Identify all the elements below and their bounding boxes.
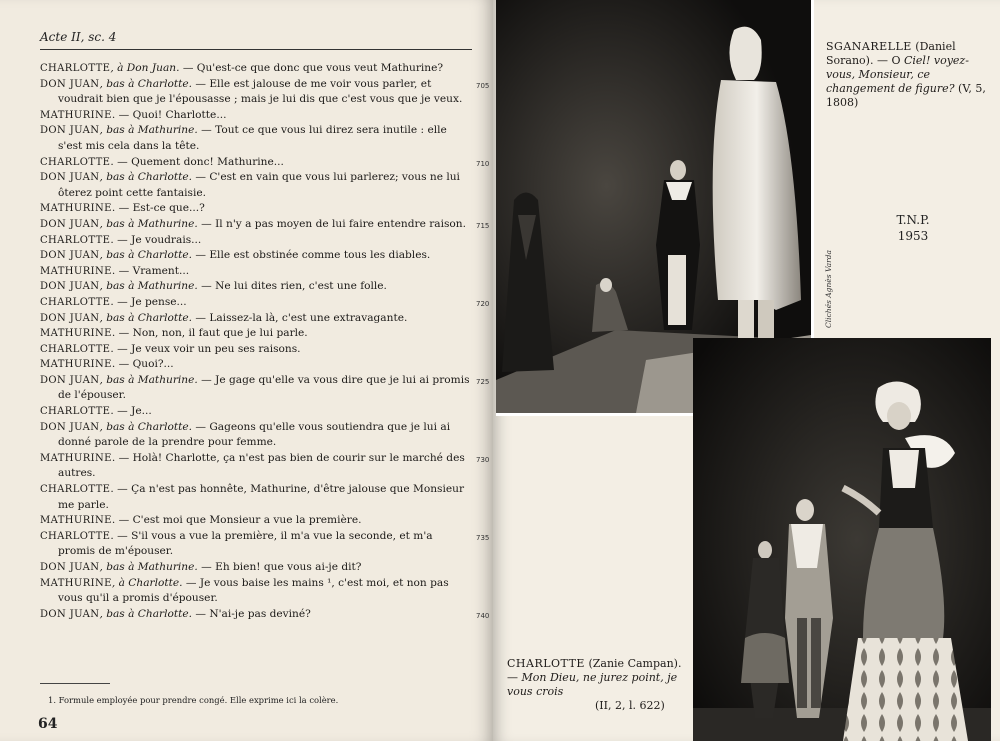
speech-line (40, 233, 472, 249)
speaker-name: MATHURINE (40, 515, 112, 527)
speech-text: . — Non, non, il faut que je lui parle. (111, 327, 308, 340)
speaker-name: DON JUAN (40, 172, 100, 184)
stage-direction: , bas à Charlotte. (99, 311, 192, 324)
speech-line: MATHURINE. — Holà! Charlotte, ça n'est pas bien de courir sur le marché des autres. 730 (40, 451, 490, 480)
stage-direction: , bas à Charlotte. (99, 171, 192, 184)
speaker-name: MATHURINE (40, 265, 112, 277)
speaker-name: MATHURINE (40, 577, 112, 589)
stage-direction: , bas à Charlotte. (99, 607, 192, 620)
speech-line: CHARLOTTE. — Je pense... 720 (40, 295, 490, 308)
photo-credit (814, 238, 833, 338)
caption-bottom-quote: Mon Dieu, ne jurez point, je vous crois (507, 671, 678, 698)
speech-text: . — Je voudrais... (110, 233, 202, 246)
speaker-name: DON JUAN (40, 281, 100, 293)
speech-line: CHARLOTTE. — S'il vous a vue la première, il m'a vue la seconde, et m'a promis de m'épouser. 735 (40, 529, 490, 558)
speech-text: . — Je... (110, 405, 152, 418)
caption-bottom-actor: (Zanie Campan). — (507, 657, 682, 684)
speaker-name: MATHURINE (40, 452, 112, 464)
speaker-name: CHARLOTTE (40, 530, 111, 542)
tnp-year: 1953 (897, 229, 929, 243)
caption-bottom-ref: (II, 2, l. 622) (595, 699, 665, 712)
caption-sganarelle (826, 40, 986, 110)
speaker-name: CHARLOTTE (40, 63, 111, 74)
speech-line (40, 513, 472, 529)
speech-line (40, 404, 472, 420)
speech-text: — Tout ce que vous lui direz sera inutile : elle s'est mis cela dans la tête. (58, 124, 447, 152)
speaker-name: CHARLOTTE (40, 406, 111, 418)
speaker-name: CHARLOTTE (40, 343, 111, 355)
speech-text: . — Quement donc! Mathurine... (110, 155, 284, 168)
caption-bottom-name: CHARLOTTE (507, 657, 585, 670)
speech-text: — Ne lui dites rien, c'est une folle. (197, 280, 387, 293)
speech-text: . — C'est moi que Monsieur a vue la première. (111, 514, 362, 527)
speech-line (40, 248, 472, 264)
speaker-name: DON JUAN (40, 218, 100, 230)
tnp-title: T.N.P. (896, 213, 930, 227)
stage-direction: , bas à Charlotte. (99, 249, 192, 262)
speaker-name: MATHURINE (40, 328, 112, 340)
speech-text: . — Est-ce que...? (111, 202, 205, 215)
speech-line: DON JUAN, bas à Charlotte. — N'ai-je pas deviné? 740 (40, 607, 490, 620)
speech-line (40, 170, 472, 201)
speech-line (40, 279, 472, 295)
stage-direction: , bas à Mathurine. (99, 124, 198, 137)
speech-line (40, 357, 472, 373)
speech-text: — Gageons qu'elle vous soutiendra que je lui ai donné parole de la prendre pour femme. (58, 420, 451, 449)
photo-credit-text: Clichés Agnès Varda (824, 249, 833, 328)
right-page (493, 0, 1000, 741)
speech-text: . — S'il vous a vue la première, il m'a vue la seconde, et m'a promis de m'épouser. (58, 529, 433, 558)
speech-line (40, 108, 472, 124)
caption-top-name: SGANARELLE (826, 40, 912, 53)
speaker-name: DON JUAN (40, 421, 100, 433)
speech-text: . — Vrament... (111, 264, 190, 277)
caption-charlotte (507, 657, 685, 713)
dialogue-text (40, 61, 490, 622)
speaker-name: DON JUAN (40, 562, 100, 573)
speech-line (40, 560, 472, 576)
speech-text: . — Je pense... (110, 295, 187, 308)
speech-line (40, 420, 472, 451)
stage-direction: , bas à Mathurine. (99, 373, 198, 386)
running-head: Acte II, sc. 4 (40, 30, 117, 44)
left-page (0, 0, 493, 741)
stage-direction: , bas à Charlotte. (99, 420, 192, 433)
caption-top-actor: (Daniel Sorano). — O (826, 40, 956, 67)
stage-direction: , à Don Juan. (110, 62, 180, 74)
speaker-name: CHARLOTTE (40, 156, 111, 168)
stage-direction: , bas à Mathurine. (99, 280, 198, 293)
speech-text: — Elle est obstinée comme tous les diables. (192, 249, 431, 262)
speech-line (40, 326, 472, 342)
speaker-name: MATHURINE (40, 203, 112, 215)
speech-text: — Qu'est-ce que donc que vous veut Mathurine? (179, 62, 444, 74)
speech-text: . — Quoi?... (111, 358, 174, 371)
speech-text: — Je vous baise les mains ¹, c'est moi, et non pas vous qu'il a promis d'épouser. (58, 576, 449, 605)
speech-text: — Je gage qu'elle va vous dire que je lui ai promis de l'épouser. (58, 373, 470, 402)
speaker-name: DON JUAN (40, 78, 100, 90)
speaker-name: CHARLOTTE (40, 296, 111, 308)
speech-text: — Elle est jalouse de me voir vous parler, et voudrait bien que je l'épousasse ; mais je lui dis que c'est vous que je veux. (58, 77, 463, 106)
caption-top-ref: (V, 5, 1808) (826, 82, 986, 109)
speech-line (40, 123, 472, 154)
footnote-rule (40, 683, 110, 684)
speech-line (40, 201, 472, 217)
speech-text: — Eh bien! que vous ai-je dit? (197, 561, 362, 573)
speech-line: DON JUAN, bas à Mathurine. — Je gage qu'elle va vous dire que je lui ai promis de l'épouser. 725 (40, 373, 490, 402)
speaker-name: CHARLOTTE (40, 234, 111, 246)
stage-direction: , à Charlotte. (111, 576, 183, 589)
speaker-name: MATHURINE (40, 109, 112, 121)
speaker-name: DON JUAN (40, 125, 100, 137)
speaker-name: DON JUAN (40, 608, 100, 620)
speech-line (40, 311, 472, 327)
speaker-name: DON JUAN (40, 250, 100, 262)
speech-text: — Il n'y a pas moyen de lui faire entendre raison. (197, 217, 466, 230)
speech-line: DON JUAN, bas à Mathurine. — Il n'y a pas moyen de lui faire entendre raison. 715 (40, 217, 490, 230)
footnote: 1. Formule employée pour prendre congé. Elle exprime ici la colère. (48, 695, 339, 705)
stage-photo-bottom (693, 338, 991, 741)
photo-charlotte-scene (693, 338, 991, 741)
speech-line: CHARLOTTE. — Quement donc! Mathurine... 710 (40, 155, 490, 168)
speech-text: . — Ça n'est pas honnête, Mathurine, d'être jalouse que Monsieur me parle. (58, 483, 465, 511)
speech-line: DON JUAN, bas à Charlotte. — Elle est jalouse de me voir vous parler, et voudrait bien que je l'épousasse ; mais je lui dis que c'est vous que je veux. 705 (40, 77, 490, 106)
speech-text: . — Je veux voir un peu ses raisons. (110, 342, 301, 355)
speech-line (40, 61, 472, 77)
stage-direction: , bas à Charlotte. (99, 77, 192, 90)
speaker-name: DON JUAN (40, 374, 100, 386)
speech-line (40, 482, 472, 513)
caption-top-quote: Ciel! voyez-vous, Monsieur, ce changement de figure? (826, 54, 969, 95)
speech-text: — C'est en vain que vous lui parlerez; vous ne lui ôterez point cette fantaisie. (58, 171, 460, 199)
speech-text: . — Quoi! Charlotte... (111, 108, 227, 121)
page-number: 64 (38, 716, 58, 732)
header-rule (40, 49, 472, 50)
speech-line (40, 264, 472, 280)
stage-direction: , bas à Mathurine. (99, 561, 198, 573)
speech-text: — Laissez-la là, c'est une extravagante. (192, 311, 408, 324)
speaker-name: DON JUAN (40, 312, 100, 324)
speech-line (40, 342, 472, 358)
speech-line (40, 576, 472, 607)
speech-text: — N'ai-je pas deviné? (192, 607, 311, 620)
tnp-label (873, 212, 953, 244)
speech-text: . — Holà! Charlotte, ça n'est pas bien de courir sur le marché des autres. (58, 451, 465, 480)
speaker-name: MATHURINE (40, 359, 112, 371)
stage-direction: , bas à Mathurine. (99, 217, 198, 230)
speaker-name: CHARLOTTE (40, 484, 111, 496)
